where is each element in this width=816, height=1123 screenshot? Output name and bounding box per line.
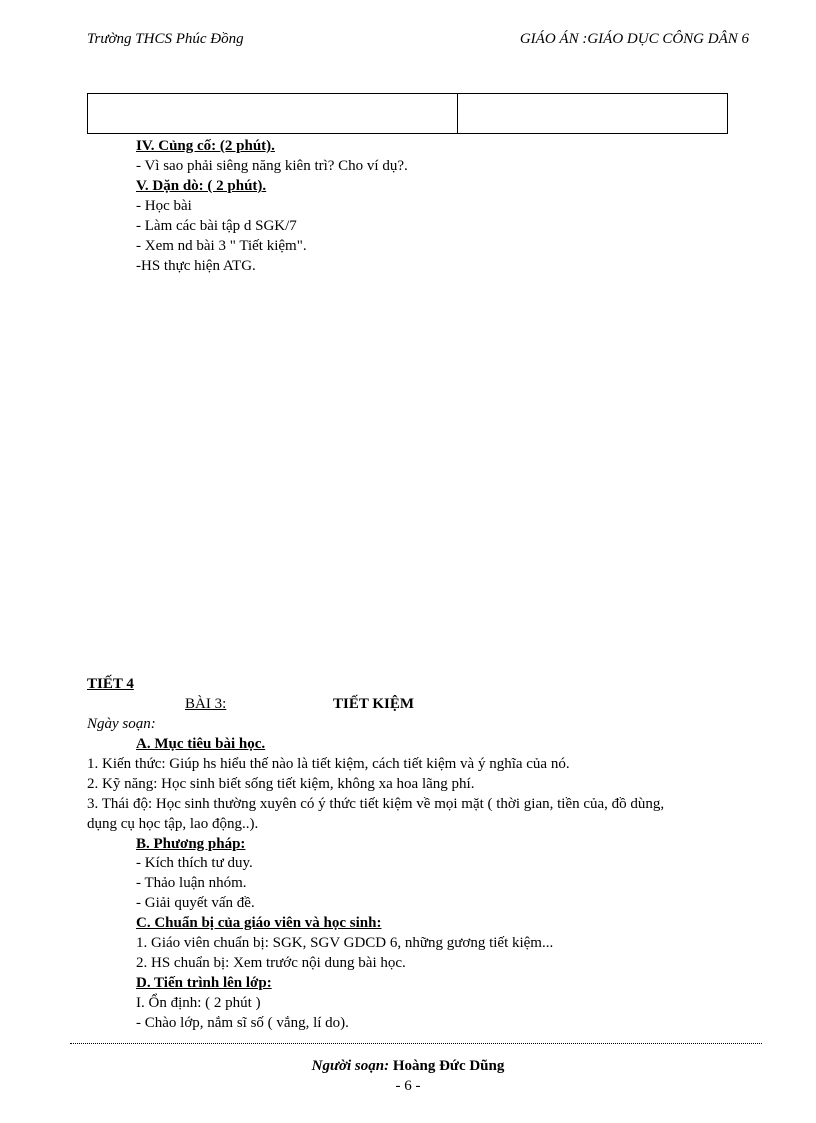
section-v-line: - Xem nd bài 3 " Tiết kiệm". bbox=[136, 238, 307, 254]
section-d-heading: D. Tiến trình lên lớp: bbox=[136, 975, 272, 991]
lesson-period: TIẾT 4 bbox=[87, 676, 134, 692]
section-c-line: 2. HS chuẩn bị: Xem trước nội dung bài học. bbox=[136, 955, 406, 971]
section-b-line: - Thảo luận nhóm. bbox=[136, 875, 247, 891]
footer-author-label: Người soạn: bbox=[311, 1058, 390, 1074]
section-d-line: I. Ổn định: ( 2 phút ) bbox=[136, 995, 261, 1011]
section-a-line: 3. Thái độ: Học sinh thường xuyên có ý thức tiết kiệm về mọi mặt ( thời gian, tiền của, đồ dùng, bbox=[87, 796, 665, 812]
section-iv-heading: IV. Củng cố: (2 phút). bbox=[136, 138, 275, 154]
section-d-line: - Chào lớp, nắm sĩ số ( vắng, lí do). bbox=[136, 1015, 349, 1031]
section-c-heading: C. Chuẩn bị của giáo viên và học sinh: bbox=[136, 915, 382, 931]
section-c-line: 1. Giáo viên chuẩn bị: SGK, SGV GDCD 6, những gương tiết kiệm... bbox=[136, 935, 554, 951]
section-b-heading: B. Phương pháp: bbox=[136, 836, 246, 852]
lesson-date-label: Ngày soạn: bbox=[87, 716, 156, 732]
footer-divider bbox=[70, 1043, 762, 1044]
page-number: - 6 - bbox=[395, 1078, 421, 1094]
footer-author-name: Hoàng Đức Dũng bbox=[392, 1058, 505, 1074]
section-a-line: 1. Kiến thức: Giúp hs hiểu thế nào là tiết kiệm, cách tiết kiệm và ý nghĩa của nó. bbox=[87, 756, 570, 772]
footer-author bbox=[0, 1058, 816, 1075]
section-b-line: - Giải quyết vấn đề. bbox=[136, 895, 255, 911]
section-a-line: dụng cụ học tập, lao động..). bbox=[87, 816, 259, 832]
section-v-line: - Làm các bài tập d SGK/7 bbox=[136, 218, 297, 234]
section-b-line: - Kích thích tư duy. bbox=[136, 855, 253, 871]
section-v-heading: V. Dặn dò: ( 2 phút). bbox=[136, 178, 267, 194]
section-v-line: -HS thực hiện ATG. bbox=[136, 258, 256, 274]
table-cell-right bbox=[458, 94, 727, 133]
section-v-line: - Học bài bbox=[136, 198, 192, 214]
lesson-title: TIẾT KIỆM bbox=[333, 696, 414, 712]
table-cell-left bbox=[88, 94, 458, 133]
header-subject: GIÁO ÁN :GIÁO DỤC CÔNG DÂN 6 bbox=[519, 31, 749, 47]
header-school: Trường THCS Phúc Đồng bbox=[87, 31, 244, 47]
section-iv-line: - Vì sao phải siêng năng kiên trì? Cho ví dụ?. bbox=[136, 158, 408, 174]
section-a-line: 2. Kỹ năng: Học sinh biết sống tiết kiệm, không xa hoa lãng phí. bbox=[87, 776, 475, 792]
lesson-number: BÀI 3: bbox=[185, 696, 227, 712]
table-remnant bbox=[87, 93, 728, 134]
section-a-heading: A. Mục tiêu bài học. bbox=[136, 736, 266, 752]
